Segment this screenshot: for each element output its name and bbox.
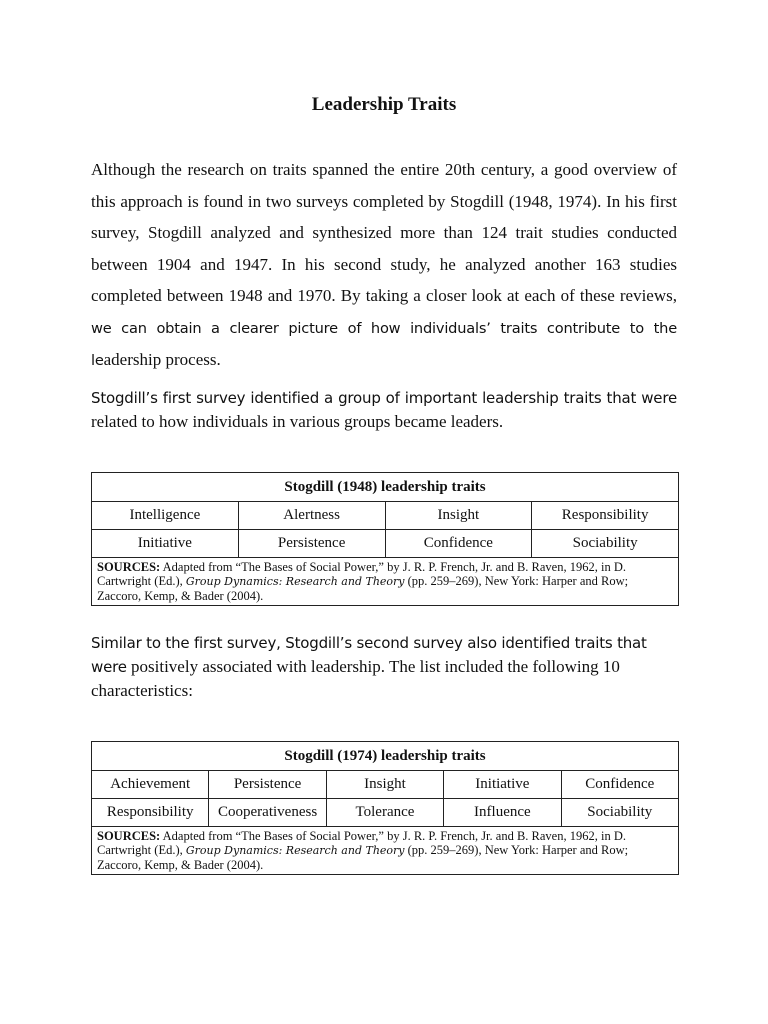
sources-text: Adapted from “The Bases of Social Power,” by J. R. P. French, Jr. and B. Raven, 1962, in D. Cartwright (Ed.),	[97, 560, 626, 588]
page-title: Leadership Traits	[311, 94, 457, 115]
table-cell: Responsibility	[92, 799, 209, 827]
sources-label: SOURCES:	[97, 829, 161, 843]
sources-text: Adapted from “The Bases of Social Power,” by J. R. P. French, Jr. and B. Raven, 1962, in D. Cartwright (Ed.),	[97, 829, 626, 857]
sources-book-title: Group Dynamics: Research and Theory	[185, 575, 405, 588]
table-cell: Initiative	[444, 771, 561, 799]
table-sources	[92, 827, 679, 875]
table-caption: Stogdill (1974) leadership traits	[92, 742, 679, 771]
table-cell: Responsibility	[532, 502, 679, 530]
intro-text: Although the research on traits spanned the entire 20th century, a good overview of this approach is found in two surveys completed by Stogdill (1948, 1974). In his first survey, Stogdill analyzed and synthesized more than 124 trait studies conducted between 1904 and 1947. In his second study, he analyzed another 163 studies completed between 1948 and 1970. By taking a closer look at each of these reviews,	[91, 160, 677, 305]
table-row	[92, 799, 679, 827]
table-cell: Confidence	[385, 530, 532, 558]
stogdill-1948-table	[91, 472, 679, 606]
table-row	[92, 502, 679, 530]
sources-label: SOURCES:	[97, 560, 161, 574]
second-survey-text-sans: Similar to the first survey, Stogdill’s second survey also identified traits that were	[91, 634, 647, 676]
sources-book-title: Group Dynamics: Research and Theory	[185, 844, 405, 857]
table-cell: Tolerance	[326, 799, 443, 827]
first-survey-text-sans: Stogdill’s first survey identified a group of important leadership traits that were	[91, 389, 677, 407]
table-cell: Confidence	[561, 771, 678, 799]
table-cell: Achievement	[92, 771, 209, 799]
table-cell: Intelligence	[92, 502, 239, 530]
table-cell: Alertness	[238, 502, 385, 530]
table-cell: Persistence	[238, 530, 385, 558]
sources-text-end: (pp. 259–269), New York: Harper and Row; Zaccoro, Kemp, & Bader (2004).	[97, 574, 629, 603]
first-survey-text: related to how individuals in various groups became leaders.	[91, 412, 504, 431]
sources-text-end: (pp. 259–269), New York: Harper and Row; Zaccoro, Kemp, & Bader (2004).	[97, 843, 629, 872]
second-survey-text: positively associated with leadership. The list included the following 10 characteristics:	[91, 657, 620, 700]
second-survey-paragraph	[91, 631, 677, 702]
table-sources	[92, 558, 679, 606]
table-row	[92, 771, 679, 799]
table-cell: Persistence	[209, 771, 326, 799]
table-row	[92, 530, 679, 558]
table-cell: Insight	[385, 502, 532, 530]
intro-text-sans: we can obtain a clearer picture of how individuals’ traits contribute to the le	[91, 319, 677, 369]
stogdill-1974-table	[91, 741, 679, 875]
table-cell: Sociability	[532, 530, 679, 558]
table-cell: Insight	[326, 771, 443, 799]
intro-text-tail: adership process.	[103, 350, 221, 369]
intro-paragraph	[91, 154, 677, 377]
first-survey-paragraph	[91, 386, 677, 433]
table-cell: Sociability	[561, 799, 678, 827]
table-cell: Cooperativeness	[209, 799, 326, 827]
table-caption: Stogdill (1948) leadership traits	[92, 473, 679, 502]
table-cell: Initiative	[92, 530, 239, 558]
table-cell: Influence	[444, 799, 561, 827]
